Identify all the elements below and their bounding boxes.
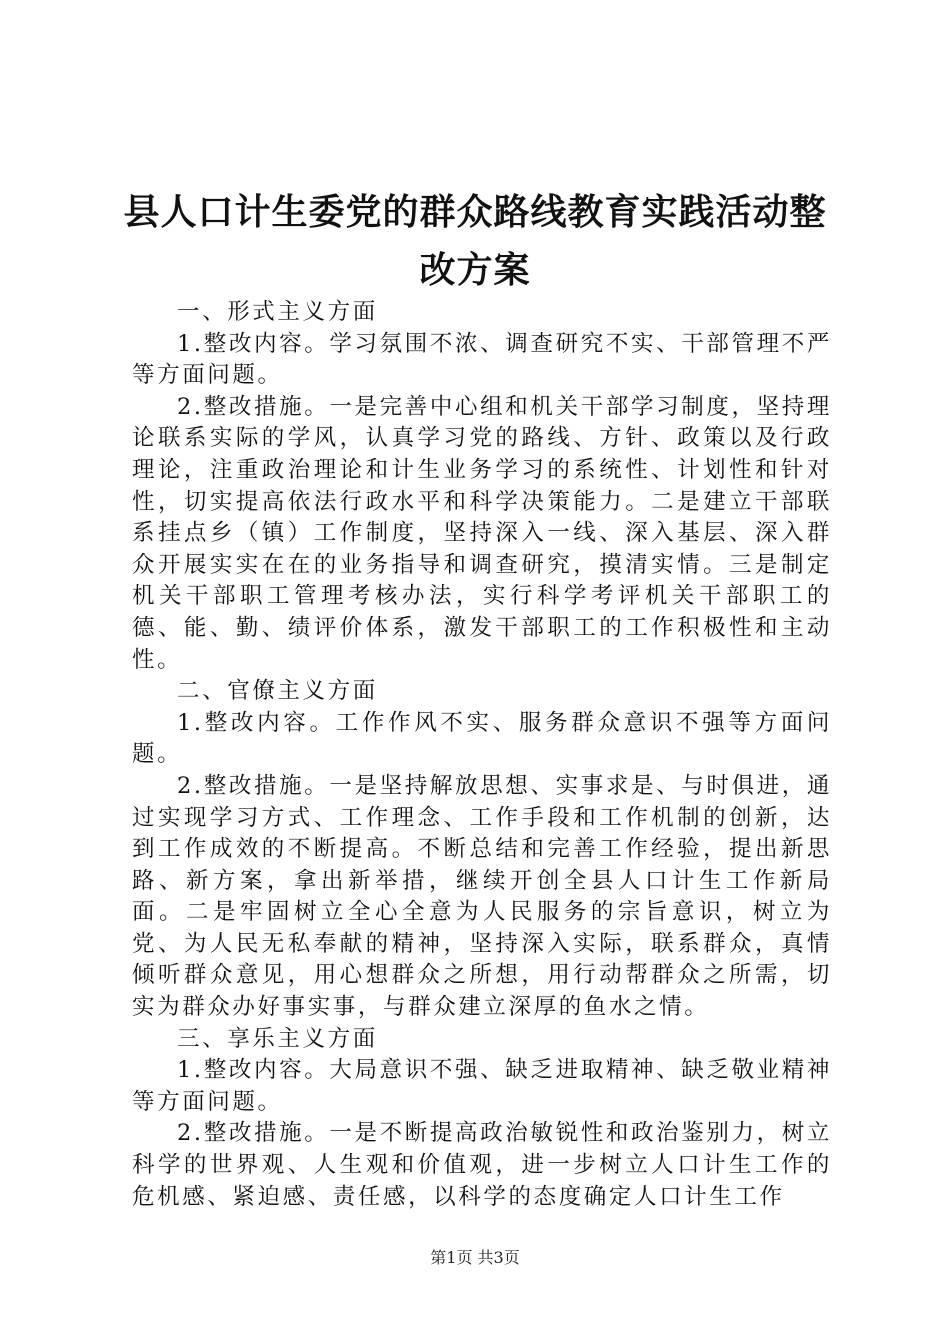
section-heading-2: 二、官僚主义方面: [177, 678, 378, 705]
document-title: 县人口计生委党的群众路线教育实践活动整改方案: [123, 191, 827, 291]
paragraph-measures-3: 2.整改措施。一是不断提高政治敏锐性和政治鉴别力，树立科学的世界观、人生观和价值观，进一步树立人口计生工作的危机感、紧迫感、责任感，以科学的态度确定人口计生工作: [132, 1120, 832, 1210]
section-heading-1: 一、形式主义方面: [177, 299, 378, 325]
paragraph-measures-1: 2.整改措施。一是完善中心组和机关干部学习制度，坚持理论联系实际的学风，认真学习党的路线、方针、政策以及行政理论，注重政治理论和计生业务学习的系统性、计划性和针对性，切实提高依法行政水平和科学决策能力。二是建立干部联系挂点乡（镇）工作制度，坚持深入一线、深入基层、深入群众开展实实在在的业务指导和调查研究，摸清实情。三是制定机关干部职工管理考核办法，实行科学考评机关干部职工的德、能、勤、绩评价体系，激发干部职工的工作积极性和主动性。: [132, 393, 832, 673]
paragraph-content-2: 1.整改内容。工作作风不实、服务群众意识不强等方面问题。: [132, 709, 832, 768]
paragraph-content-3: 1.整改内容。大局意识不强、缺乏进取精神、缺乏敬业精神等方面问题。: [132, 1057, 832, 1115]
paragraph-content-1: 1.整改内容。学习氛围不浓、调查研究不实、干部管理不严等方面问题。: [132, 330, 832, 389]
section-heading-3: 三、享乐主义方面: [177, 1025, 378, 1052]
document-body: [132, 297, 832, 1213]
page-number-footer: 第1页 共3页: [430, 1248, 520, 1267]
paragraph-measures-2: 2.整改措施。一是坚持解放思想、实事求是、与时俱进，通过实现学习方式、工作理念、工作手段和工作机制的创新，达到工作成效的不断提高。不断总结和完善工作经验，提出新思路、新方案，拿出新举措，继续开创全县人口计生工作新局面。二是牢固树立全心全意为人民服务的宗旨意识，树立为党、为人民无私奉献的精神，坚持深入实际，联系群众，真情倾听群众意见，用心想群众之所想，用行动帮群众之所需，切实为群众办好事实事，与群众建立深厚的鱼水之情。: [132, 772, 832, 1021]
